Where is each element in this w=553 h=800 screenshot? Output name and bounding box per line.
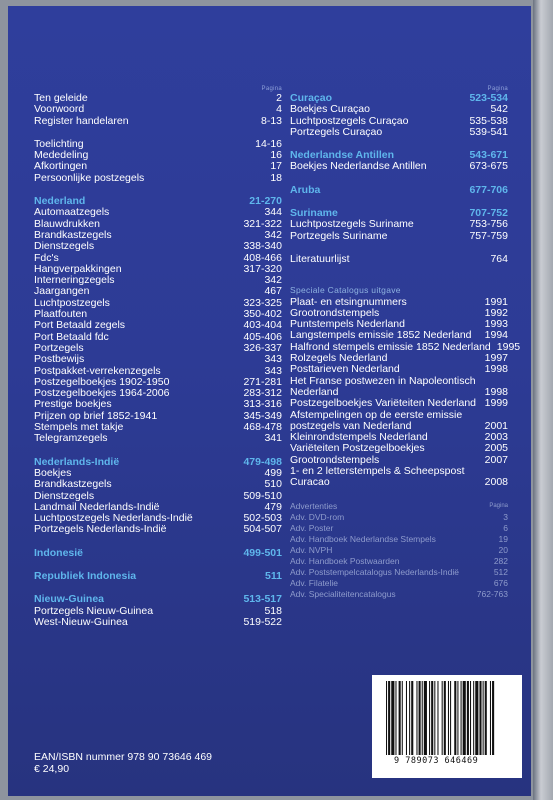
toc-row: Blauwdrukken 321-322	[34, 217, 282, 230]
toc-row: Luchtpostzegels Nederlands-Indië 502-503	[34, 512, 282, 525]
toc-row: Dienstzegels 509-510	[34, 489, 282, 502]
toc-row: Stempels met takje 468-478	[34, 421, 282, 434]
toc-row: Automaatzegels 344	[34, 206, 282, 219]
toc-row: West-Nieuw-Guinea 519-522	[34, 615, 282, 628]
toc-row: Puntstempels Nederland 1993	[290, 318, 508, 331]
toc-row: Portzegels Suriname 757-759	[290, 229, 508, 242]
toc-row: Interneringzegels 342	[34, 274, 282, 287]
isbn-block	[34, 751, 212, 775]
section-curacao	[290, 93, 508, 138]
section-suriname	[290, 208, 508, 242]
toc-row: Kleinrondstempels Nederland 2003	[290, 431, 508, 444]
toc-row: Plaat- en etsingnummers 1991	[290, 295, 508, 308]
section-indie	[34, 457, 282, 536]
section-heading: Curaçao 523-534	[290, 92, 508, 104]
toc-row: Mededeling 16	[34, 149, 282, 162]
toc-row: Boekjes Curaçao 542	[290, 103, 508, 116]
toc-row: Boekjes Nederlandse Antillen 673-675	[290, 160, 508, 173]
toc-row: Posttarieven Nederland 1998	[290, 363, 508, 376]
group-intro	[34, 93, 282, 127]
toc-row: Variëteiten Postzegelboekjes 2005	[290, 442, 508, 455]
adv-row: Adv. Filatelie 676	[290, 577, 508, 588]
toc-row: Halfrond stempels emissie 1852 Nederland 1995	[290, 340, 521, 353]
toc-row: Ten geleide 2	[34, 92, 282, 104]
toc-row: Rolzegels Nederland 1997	[290, 352, 508, 365]
toc-row: Landmail Nederlands-Indië 479	[34, 500, 282, 513]
section-nieuw-guinea	[34, 594, 282, 628]
toc-row: Boekjes 499	[34, 466, 282, 479]
toc-row: Curacao 2008	[290, 476, 508, 489]
toc-row: Register handelaren 8-13	[34, 114, 282, 127]
toc-row: Prestige boekjes 313-316	[34, 398, 282, 411]
section-nederland	[34, 196, 282, 445]
section-republiek-indonesia: Republiek Indonesia 511	[34, 569, 282, 582]
section-heading: Nieuw-Guinea 513-517	[34, 593, 282, 606]
toc-row: Postbewijs 343	[34, 353, 282, 366]
toc-row: Luchtpostzegels Suriname 753-756	[290, 218, 508, 231]
toc-row: Jaargangen 467	[34, 285, 282, 298]
adv-row: Adv. DVD-rom 3	[290, 511, 508, 522]
section-heading: Speciale Catalogus uitgave	[290, 285, 401, 296]
page-edges	[533, 0, 553, 800]
toc-row: Voorwoord 4	[34, 103, 282, 116]
pagina-label: Pagina	[487, 86, 508, 92]
toc-row: Postpakket-verrekenzegels 343	[34, 364, 282, 377]
toc-row-line1: 1- en 2 letterstempels & Scheepspost	[290, 465, 465, 478]
section-heading: Nederland 21-270	[34, 195, 282, 208]
toc-row: Plaatfouten 350-402	[34, 308, 282, 321]
price: € 24,90	[34, 763, 70, 775]
toc-row: Grootrondstempels 1992	[290, 306, 508, 319]
adv-row: Adv. Specialiteitencatalogus 762-763	[290, 588, 508, 599]
toc-row: Fdc's 408-466	[34, 251, 282, 264]
toc-row-line1: Afstempelingen op de eerste emissie	[290, 408, 463, 421]
toc-row-line1: Het Franse postwezen in Napoleontisch	[290, 374, 476, 387]
toc-row: Portzegels Nederlands-Indië 504-507	[34, 523, 282, 536]
barcode	[372, 675, 522, 778]
adv-row: Adv. Handboek Postwaarden 282	[290, 555, 508, 566]
back-cover	[8, 6, 531, 796]
section-advertenties	[290, 501, 508, 600]
section-indonesie: Indonesië 499-501	[34, 546, 282, 559]
group-explanation	[34, 139, 282, 184]
adv-row: Adv. Handboek Nederlandse Stempels 19	[290, 533, 508, 544]
section-antillen	[290, 150, 508, 173]
toc-row: Luchtpostzegels 323-325	[34, 296, 282, 309]
toc-row: Postzegelboekjes 1964-2006 283-312	[34, 387, 282, 400]
toc-row: Afkortingen 17	[34, 160, 282, 173]
toc-row: Brandkastzegels 342	[34, 228, 282, 241]
section-speciale-catalogus	[290, 285, 521, 489]
toc-row: Langstempels emissie 1852 Nederland 1994	[290, 329, 508, 342]
section-heading: Nederlands-Indië 479-498	[34, 455, 282, 468]
adv-row: Adv. Poststempelcatalogus Nederlands-Indië 512	[290, 566, 508, 577]
toc-row: Dienstzegels 338-340	[34, 240, 282, 253]
toc-row: Postzegelboekjes 1902-1950 271-281	[34, 375, 282, 388]
toc-row: Port Betaald fdc 405-406	[34, 330, 282, 343]
toc-row: Port Betaald zegels 403-404	[34, 319, 282, 332]
section-heading: Nederlandse Antillen 543-671	[290, 149, 508, 162]
toc-row: Persoonlijke postzegels 18	[34, 171, 282, 184]
section-aruba: Aruba 677-706	[290, 183, 508, 196]
barcode-digits: 9 789073 646469	[394, 756, 479, 766]
adv-row: Adv. NVPH 20	[290, 544, 508, 555]
toc-row: Grootrondstempels 2007	[290, 453, 508, 466]
adv-row: Adv. Poster 6	[290, 522, 508, 533]
pagina-label: Pagina	[261, 86, 282, 92]
toc-row: Telegramzegels 341	[34, 432, 282, 445]
toc-row: Prijzen op brief 1852-1941 345-349	[34, 409, 282, 422]
toc-row: Luchtpostzegels Curaçao 535-538	[290, 114, 508, 127]
toc-row: Postzegelboekjes Variëteiten Nederland 1999	[290, 397, 508, 410]
toc-row: Portzegels Curaçao 539-541	[290, 125, 508, 138]
left-column	[34, 86, 282, 628]
section-heading: Advertenties Pagina	[290, 500, 508, 511]
toc-row: Nederland 1998	[290, 385, 508, 398]
isbn-number: EAN/ISBN nummer 978 90 73646 469	[34, 751, 213, 763]
toc-row: Hangverpakkingen 317-320	[34, 262, 282, 275]
right-column	[290, 86, 521, 600]
toc-row: postzegels van Nederland 2001	[290, 419, 508, 432]
barcode-bars	[380, 681, 514, 757]
toc-row: Portzegels Nieuw-Guinea 518	[34, 604, 282, 617]
toc-row: Portzegels 326-337	[34, 341, 282, 354]
section-heading: Suriname 707-752	[290, 207, 508, 220]
toc-row-literatuur: Literatuurlijst 764	[290, 252, 508, 265]
toc-row: Brandkastzegels 510	[34, 478, 282, 491]
toc-row: Toelichting 14-16	[34, 137, 282, 150]
